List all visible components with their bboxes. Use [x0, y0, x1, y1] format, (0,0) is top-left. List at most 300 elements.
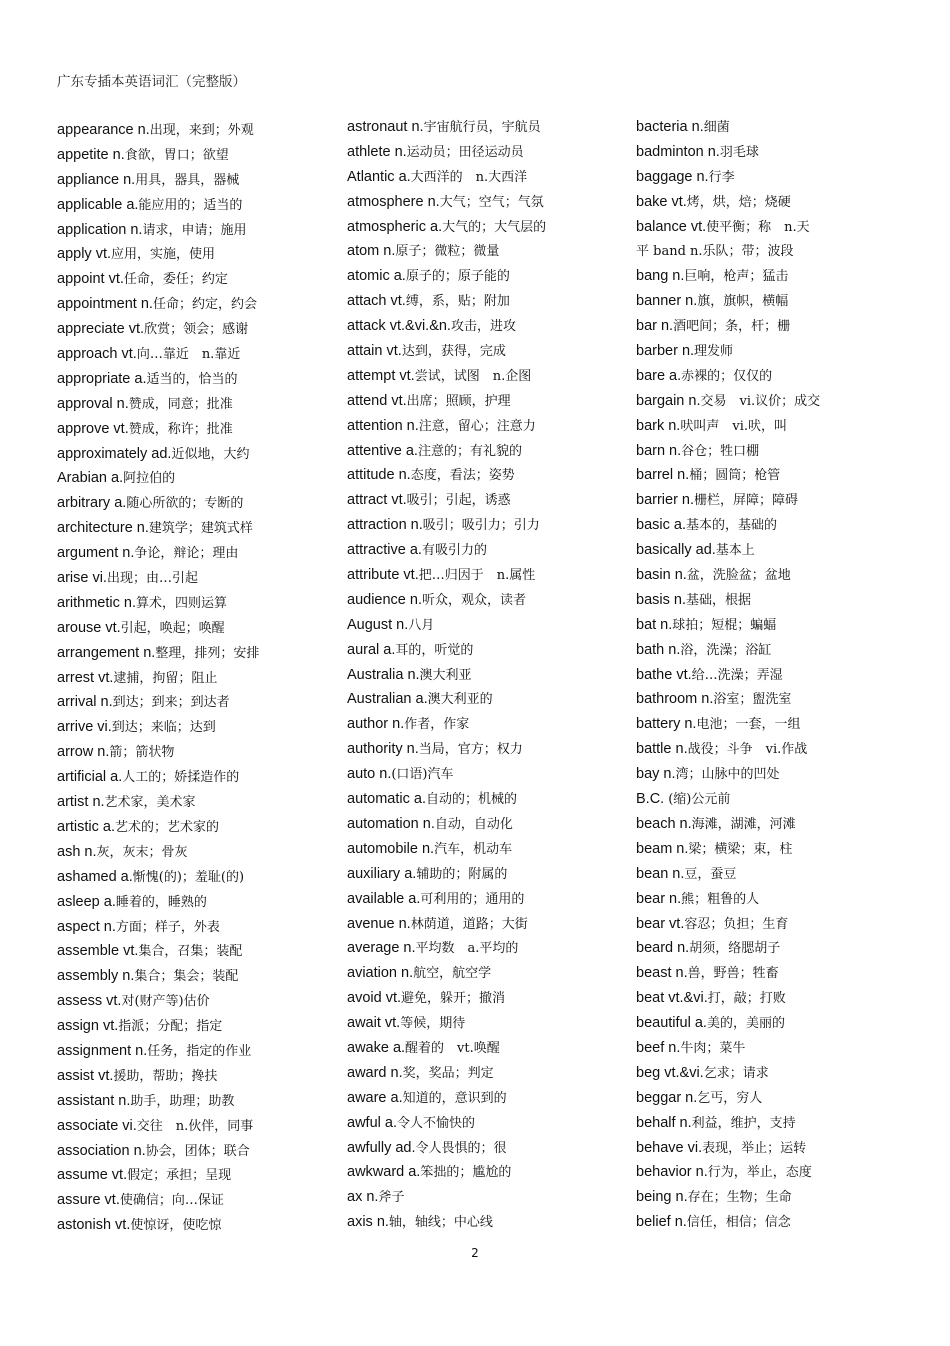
- vocab-entry: [347, 762, 617, 787]
- vocab-word: aviation n.: [347, 965, 414, 982]
- vocab-definition: 汽车，机动车: [434, 841, 513, 857]
- vocab-definition: 把…归因于 n.属性: [418, 568, 536, 584]
- vocab-definition: 容忍；负担；生育: [684, 916, 789, 932]
- vocab-entry: [347, 936, 617, 961]
- vocab-entry: [636, 463, 906, 488]
- vocab-entry: [57, 1163, 327, 1188]
- vocab-entry: [57, 392, 327, 417]
- vocab-word: arbitrary a.: [57, 495, 127, 512]
- vocab-word: avoid vt.: [347, 990, 401, 1007]
- vocab-entry: [636, 513, 906, 538]
- vocab-entry: [347, 638, 617, 663]
- vocab-word: assume vt.: [57, 1167, 128, 1184]
- vocab-word: behave vi.: [636, 1139, 703, 1156]
- page-header-title: 广东专插本英语词汇（完整版）: [57, 74, 246, 90]
- vocab-entry: [636, 887, 906, 912]
- vocab-entry: [636, 1136, 906, 1161]
- vocab-entry: [347, 961, 617, 986]
- vocab-definition: 协会，团体；联合: [145, 1143, 250, 1159]
- vocab-definition: 方面；样子，外表: [115, 919, 220, 935]
- vocab-word: approach vt.: [57, 346, 137, 363]
- vocab-definition: 指派；分配；指定: [118, 1019, 223, 1035]
- vocab-word: authority n.: [347, 741, 419, 758]
- vocab-entry: [347, 239, 617, 264]
- vocab-word: assistant n.: [57, 1092, 131, 1109]
- vocab-definition: 近似地，大约: [171, 446, 250, 462]
- vocab-entry: [636, 1111, 906, 1136]
- vocab-definition: 知道的，意识到的: [402, 1090, 507, 1106]
- vocab-entry: [347, 1185, 617, 1210]
- vocab-word: appliance n.: [57, 171, 136, 188]
- vocab-definition: 轴，轴线；中心线: [388, 1215, 493, 1231]
- vocab-word: banner n.: [636, 293, 698, 310]
- vocab-definition: 欣赏；领会；感谢: [144, 322, 249, 338]
- vocab-word: appointment n.: [57, 296, 153, 313]
- vocab-definition: 大气的；大气层的: [442, 219, 547, 235]
- vocab-entry: [636, 588, 906, 613]
- vocab-word: attentive a.: [347, 442, 418, 459]
- vocab-entry: [57, 616, 327, 641]
- vocab-entry: [57, 317, 327, 342]
- vocab-word: battery n.: [636, 716, 697, 733]
- vocab-definition: 出现；由…引起: [106, 571, 198, 587]
- word-column-3: [636, 115, 906, 1235]
- vocab-entry: [636, 140, 906, 165]
- vocab-definition: 旗，旗帜，横幅: [697, 294, 789, 310]
- vocab-entry: [636, 638, 906, 663]
- vocab-word: badminton n.: [636, 143, 720, 160]
- vocab-word: basically ad.: [636, 542, 716, 559]
- vocab-definition: 巨响，枪声；猛击: [684, 269, 789, 285]
- vocab-word: Australia n.: [347, 666, 420, 683]
- vocab-word: beggar n.: [636, 1089, 698, 1106]
- vocab-entry: [57, 193, 327, 218]
- vocab-definition: 澳大利亚的: [427, 692, 493, 708]
- vocab-word: awfully ad.: [347, 1139, 416, 1156]
- vocab-definition: 醒着的 vt.唤醒: [405, 1040, 500, 1056]
- vocab-entry: [57, 367, 327, 392]
- vocab-word: aware a.: [347, 1089, 403, 1106]
- vocab-definition: 赞成，同意；批准: [128, 396, 233, 412]
- vocab-definition: 任务，指定的作业: [147, 1043, 252, 1059]
- vocab-entry: [57, 1089, 327, 1114]
- vocab-word: associate vi.: [57, 1117, 137, 1134]
- vocab-word: bath n.: [636, 641, 681, 658]
- vocab-entry: [57, 1188, 327, 1213]
- vocab-definition: 笨拙的；尴尬的: [420, 1165, 512, 1181]
- vocab-definition: 灰，灰末；骨灰: [96, 844, 188, 860]
- vocab-entry: [57, 168, 327, 193]
- vocab-entry: [636, 613, 906, 638]
- vocab-definition: 美的，美丽的: [706, 1016, 785, 1032]
- vocab-definition: 羽毛球: [719, 144, 759, 160]
- vocab-word: arise vi.: [57, 570, 107, 587]
- vocab-word: assist vt.: [57, 1067, 114, 1084]
- vocab-definition: 随心所欲的；专断的: [126, 496, 244, 512]
- vocab-entry: [57, 1064, 327, 1089]
- vocab-definition: 自动，自动化: [434, 816, 513, 832]
- vocab-word: bargain n.: [636, 392, 701, 409]
- vocab-word: bat n.: [636, 616, 673, 633]
- vocab-word: auto n.: [347, 766, 392, 783]
- vocab-definition: 使平衡；称 n.天: [706, 219, 810, 235]
- vocab-definition: 牛肉；菜牛: [680, 1040, 746, 1056]
- vocab-word: athlete n.: [347, 143, 407, 160]
- vocab-entry: [57, 939, 327, 964]
- vocab-definition: 应用，实施，使用: [111, 247, 216, 263]
- vocab-definition: 援助，帮助；搀扶: [113, 1068, 218, 1084]
- vocab-word: assignment n.: [57, 1042, 148, 1059]
- vocab-entry: [347, 165, 617, 190]
- vocab-word: axis n.: [347, 1214, 389, 1231]
- vocab-definition: 艺术家，美术家: [104, 795, 196, 811]
- vocab-definition: 任命；约定，约会: [152, 297, 257, 313]
- vocab-definition: 浴室；盥洗室: [713, 692, 792, 708]
- vocab-definition: 缚，系，贴；附加: [405, 294, 510, 310]
- vocab-entry: [57, 690, 327, 715]
- vocab-definition: 向…靠近 n.靠近: [136, 347, 241, 363]
- vocab-word: behalf n.: [636, 1114, 692, 1131]
- vocab-word: bear n.: [636, 890, 682, 907]
- vocab-definition: 注意，留心；注意力: [418, 418, 536, 434]
- vocab-word: auxiliary a.: [347, 865, 417, 882]
- vocab-word: attention n.: [347, 417, 419, 434]
- vocab-entry: [347, 414, 617, 439]
- vocab-word: approval n.: [57, 395, 129, 412]
- vocab-entry: [347, 912, 617, 937]
- vocab-entry: [636, 1185, 906, 1210]
- vocab-entry: [636, 1160, 906, 1185]
- vocab-entry: [57, 541, 327, 566]
- vocab-word: bare a.: [636, 367, 682, 384]
- vocab-entry: [347, 1011, 617, 1036]
- vocab-word: attraction n.: [347, 517, 423, 534]
- vocab-word: assess vt.: [57, 993, 122, 1010]
- vocab-word: battle n.: [636, 741, 688, 758]
- vocab-definition: 信任，相信；信念: [686, 1215, 791, 1231]
- vocab-entry: [57, 790, 327, 815]
- vocab-entry: [636, 190, 906, 215]
- vocab-definition: 令人不愉快的: [396, 1115, 475, 1131]
- vocab-definition: 使确信；向…保证: [119, 1193, 224, 1209]
- vocab-definition: 行为，举止，态度: [707, 1165, 812, 1181]
- vocab-entry: [57, 143, 327, 168]
- vocab-entry: [636, 165, 906, 190]
- vocab-word: average n.: [347, 940, 416, 957]
- vocab-word: attract vt.: [347, 492, 407, 509]
- vocab-entry: [57, 840, 327, 865]
- vocab-definition: 能应用的；适当的: [138, 197, 243, 213]
- vocab-entry: [57, 815, 327, 840]
- vocab-entry: [347, 289, 617, 314]
- vocab-word: beat vt.&vi.: [636, 990, 708, 1007]
- vocab-entry: [347, 513, 617, 538]
- vocab-definition: 对(财产等)估价: [121, 994, 210, 1010]
- vocab-word: apply vt.: [57, 246, 111, 263]
- vocab-entry: [636, 239, 906, 264]
- vocab-definition: 乞丐，穷人: [697, 1090, 763, 1106]
- vocab-word: basic a.: [636, 517, 686, 534]
- vocab-word: barn n.: [636, 442, 682, 459]
- vocab-definition: 睡着的，睡熟的: [115, 894, 207, 910]
- vocab-entry: [57, 1213, 327, 1238]
- vocab-word: award n.: [347, 1064, 403, 1081]
- vocab-word: arrest vt.: [57, 669, 114, 686]
- vocab-word: audience n.: [347, 591, 422, 608]
- vocab-definition: 攻击，进攻: [450, 319, 516, 335]
- vocab-entry: [57, 417, 327, 442]
- vocab-definition: 谷仓；牲口棚: [681, 443, 760, 459]
- vocab-word: approve vt.: [57, 420, 129, 437]
- vocab-word: asleep a.: [57, 893, 116, 910]
- vocab-entry: [347, 538, 617, 563]
- vocab-word: assure vt.: [57, 1192, 120, 1209]
- vocab-word: bake vt.: [636, 193, 687, 210]
- vocab-word: awful a.: [347, 1114, 397, 1131]
- vocab-word: appoint vt.: [57, 271, 124, 288]
- vocab-entry: [57, 218, 327, 243]
- vocab-definition: 吸引；引起，诱惑: [406, 493, 511, 509]
- vocab-word: appropriate a.: [57, 370, 147, 387]
- vocab-entry: [57, 267, 327, 292]
- vocab-entry: [57, 641, 327, 666]
- vocab-word: beautiful a.: [636, 1015, 707, 1032]
- vocab-definition: 浴，洗澡；浴缸: [680, 642, 772, 658]
- vocab-word: B.C.: [636, 791, 669, 808]
- vocab-definition: 基础，根据: [685, 592, 751, 608]
- vocab-word: awake a.: [347, 1039, 406, 1056]
- vocab-entry: [347, 140, 617, 165]
- vocab-definition: 给…洗澡；弄湿: [691, 667, 783, 683]
- vocab-definition: 理发师: [694, 344, 734, 360]
- vocab-entry: [347, 439, 617, 464]
- vocab-word: Arabian a.: [57, 470, 124, 487]
- vocab-definition: 避免，躲开；撤消: [401, 991, 506, 1007]
- vocab-word: Atlantic a.: [347, 168, 411, 185]
- vocab-entry: [347, 488, 617, 513]
- vocab-entry: [347, 613, 617, 638]
- vocab-entry: [57, 890, 327, 915]
- vocab-entry: [57, 516, 327, 541]
- vocab-definition: 吠叫声 vi.吠，叫: [680, 418, 787, 434]
- vocab-word: application n.: [57, 221, 143, 238]
- vocab-word: beg vt.&vi.: [636, 1064, 704, 1081]
- vocab-definition: 适当的，恰当的: [146, 371, 238, 387]
- vocab-definition: 酒吧间；条，杆；栅: [673, 319, 791, 335]
- vocab-word: balance vt.: [636, 218, 707, 235]
- vocab-word: bar n.: [636, 318, 674, 335]
- vocab-entry: [347, 1061, 617, 1086]
- vocab-entry: [636, 912, 906, 937]
- vocab-word: atmospheric a.: [347, 218, 443, 235]
- vocab-definition: 假定；承担；呈现: [127, 1168, 232, 1184]
- vocab-definition: 胡须，络腮胡子: [689, 941, 781, 957]
- vocab-definition: 到达；来临；达到: [111, 720, 216, 736]
- vocab-entry: [57, 1114, 327, 1139]
- vocab-word: assemble vt.: [57, 943, 139, 960]
- vocab-word: automobile n.: [347, 840, 435, 857]
- vocab-definition: 梁；横梁；束，柱: [688, 841, 793, 857]
- vocab-word: approximately ad.: [57, 445, 172, 462]
- vocab-entry: [347, 787, 617, 812]
- vocab-word: arrival n.: [57, 694, 113, 711]
- vocab-definition: 尝试，试图 n.企图: [414, 368, 532, 384]
- vocab-entry: [347, 314, 617, 339]
- vocab-definition: 大西洋的 n.大西洋: [410, 169, 528, 185]
- vocab-definition: 平均数 a.平均的: [415, 941, 519, 957]
- vocab-word: arithmetic n.: [57, 594, 136, 611]
- vocab-entry: [347, 887, 617, 912]
- vocab-definition: 算术，四则运算: [135, 595, 227, 611]
- vocab-entry: [347, 1036, 617, 1061]
- vocab-definition: 当局，官方；权力: [418, 742, 523, 758]
- vocab-word: belief n.: [636, 1214, 687, 1231]
- vocab-entry: [347, 1086, 617, 1111]
- vocab-definition: 出现，来到；外观: [149, 123, 254, 138]
- vocab-entry: [347, 190, 617, 215]
- vocab-word: bean n.: [636, 865, 685, 882]
- vocab-entry: [57, 740, 327, 765]
- vocab-entry: [347, 986, 617, 1011]
- vocab-definition: 交易 vi.议价；成交: [700, 393, 821, 409]
- vocab-definition: 交往 n.伙伴，同事: [136, 1118, 254, 1134]
- vocab-entry: [57, 466, 327, 491]
- vocab-definition: 令人畏惧的；很: [415, 1140, 507, 1156]
- vocab-definition: 逮捕，拘留；阻止: [113, 670, 218, 686]
- vocab-definition: 兽，野兽；牲畜: [687, 966, 779, 982]
- vocab-word: assembly n.: [57, 968, 135, 985]
- vocab-entry: [636, 488, 906, 513]
- vocab-entry: [347, 1111, 617, 1136]
- vocab-definition: 集合；集会；装配: [134, 969, 239, 985]
- vocab-definition: 运动员；田径运动员: [406, 144, 524, 160]
- vocab-word: atmosphere n.: [347, 193, 440, 210]
- vocab-entry: [57, 915, 327, 940]
- vocab-entry: [636, 289, 906, 314]
- vocab-definition: 盆，洗脸盆；盆地: [686, 568, 791, 584]
- vocab-entry: [636, 837, 906, 862]
- vocab-entry: [636, 986, 906, 1011]
- vocab-definition: 赞成，称许；批准: [128, 421, 233, 437]
- vocab-entry: [347, 1136, 617, 1161]
- vocab-word: behavior n.: [636, 1164, 708, 1181]
- vocab-definition: 打，敲；打败: [707, 991, 786, 1007]
- vocab-definition: 桶；圆筒；枪管: [689, 468, 781, 484]
- vocab-definition: 球拍；短棍；蝙蝠: [672, 617, 777, 633]
- vocab-definition: 听众，观众，读者: [421, 592, 526, 608]
- vocab-word: atomic a.: [347, 268, 406, 285]
- vocab-word: attribute vt.: [347, 567, 419, 584]
- vocab-definition: 原子；微粒；微量: [395, 244, 500, 260]
- vocab-definition: 行李: [708, 169, 735, 185]
- vocab-word: awkward a.: [347, 1164, 421, 1181]
- vocab-word: attempt vt.: [347, 367, 415, 384]
- vocab-definition: 等候，期待: [400, 1016, 466, 1032]
- vocab-word: beef n.: [636, 1039, 681, 1056]
- vocab-word: beach n.: [636, 815, 692, 832]
- vocab-definition: 注意的；有礼貌的: [417, 443, 522, 459]
- vocab-word: bark n.: [636, 417, 681, 434]
- vocab-definition: 耳的，听觉的: [395, 642, 474, 658]
- vocab-entry: [636, 1036, 906, 1061]
- vocab-definition: 斧子: [378, 1190, 405, 1206]
- vocab-entry: [57, 865, 327, 890]
- vocab-word: avenue n.: [347, 915, 411, 932]
- vocab-entry: [636, 712, 906, 737]
- vocab-entry: [636, 812, 906, 837]
- vocab-entry: [636, 1061, 906, 1086]
- vocab-entry: [57, 292, 327, 317]
- vocab-definition: 引起，唤起；唤醒: [120, 620, 225, 636]
- vocab-entry: [636, 215, 906, 240]
- vocab-word: architecture n.: [57, 520, 149, 537]
- vocab-definition: 赤裸的；仅仅的: [681, 368, 773, 384]
- vocab-entry: [347, 588, 617, 613]
- vocab-definition: 阿拉伯的: [123, 471, 176, 487]
- vocab-entry: [57, 242, 327, 267]
- vocab-entry: [347, 389, 617, 414]
- vocab-entry: [347, 1210, 617, 1235]
- vocab-definition: (口语)汽车: [391, 767, 454, 783]
- vocab-definition: 请求，申请；施用: [142, 222, 247, 238]
- vocab-definition: 箭；箭状物: [109, 745, 175, 761]
- vocab-entry: [347, 862, 617, 887]
- vocab-definition: 宇宙航行员，宇航员: [423, 120, 541, 135]
- vocab-word: atom n.: [347, 243, 396, 260]
- vocab-definition: 吸引；吸引力；引力: [422, 518, 540, 534]
- vocab-definition: 惭愧(的)；羞耻(的): [132, 869, 245, 885]
- vocab-entry: [636, 439, 906, 464]
- vocab-word: author n.: [347, 716, 405, 733]
- vocab-entry: [57, 566, 327, 591]
- vocab-definition: 艺术的；艺术家的: [115, 819, 220, 835]
- vocab-entry: [347, 364, 617, 389]
- vocab-entry: [347, 687, 617, 712]
- word-column-2: [347, 115, 617, 1235]
- vocab-entry: [636, 563, 906, 588]
- vocab-definition: 熊；粗鲁的人: [681, 891, 760, 907]
- vocab-entry: [57, 715, 327, 740]
- vocab-word: barrel n.: [636, 467, 690, 484]
- vocab-entry: [57, 342, 327, 367]
- vocab-definition: 任命，委任；约定: [123, 272, 228, 288]
- vocab-definition: 可利用的；通用的: [420, 891, 525, 907]
- vocab-entry: [347, 215, 617, 240]
- vocab-word: basis n.: [636, 591, 686, 608]
- vocab-definition: 航空，航空学: [413, 966, 492, 982]
- vocab-word: appetite n.: [57, 146, 125, 163]
- vocab-entry: [636, 862, 906, 887]
- vocab-word: arrangement n.: [57, 644, 156, 661]
- vocab-word: attach vt.: [347, 293, 406, 310]
- vocab-definition: 出席；照顾，护理: [406, 393, 511, 409]
- vocab-definition: 达到，获得，完成: [401, 344, 506, 360]
- vocab-word: bathe vt.: [636, 666, 692, 683]
- vocab-entry: [57, 1014, 327, 1039]
- vocab-definition: 食欲，胃口；欲望: [124, 147, 229, 163]
- vocab-word: automatic a.: [347, 791, 426, 808]
- vocab-definition: 整理，排列；安排: [155, 645, 260, 661]
- vocab-word: attend vt.: [347, 392, 407, 409]
- vocab-entry: [57, 666, 327, 691]
- vocab-word: bacteria n.: [636, 119, 704, 135]
- vocab-word: await vt.: [347, 1015, 401, 1032]
- vocab-definition: 奖，奖品；判定: [402, 1065, 494, 1081]
- word-column-1: [57, 118, 327, 1238]
- vocab-entry: [636, 389, 906, 414]
- vocab-definition: 集合，召集；装配: [138, 944, 243, 960]
- vocab-word: attitude n.: [347, 467, 411, 484]
